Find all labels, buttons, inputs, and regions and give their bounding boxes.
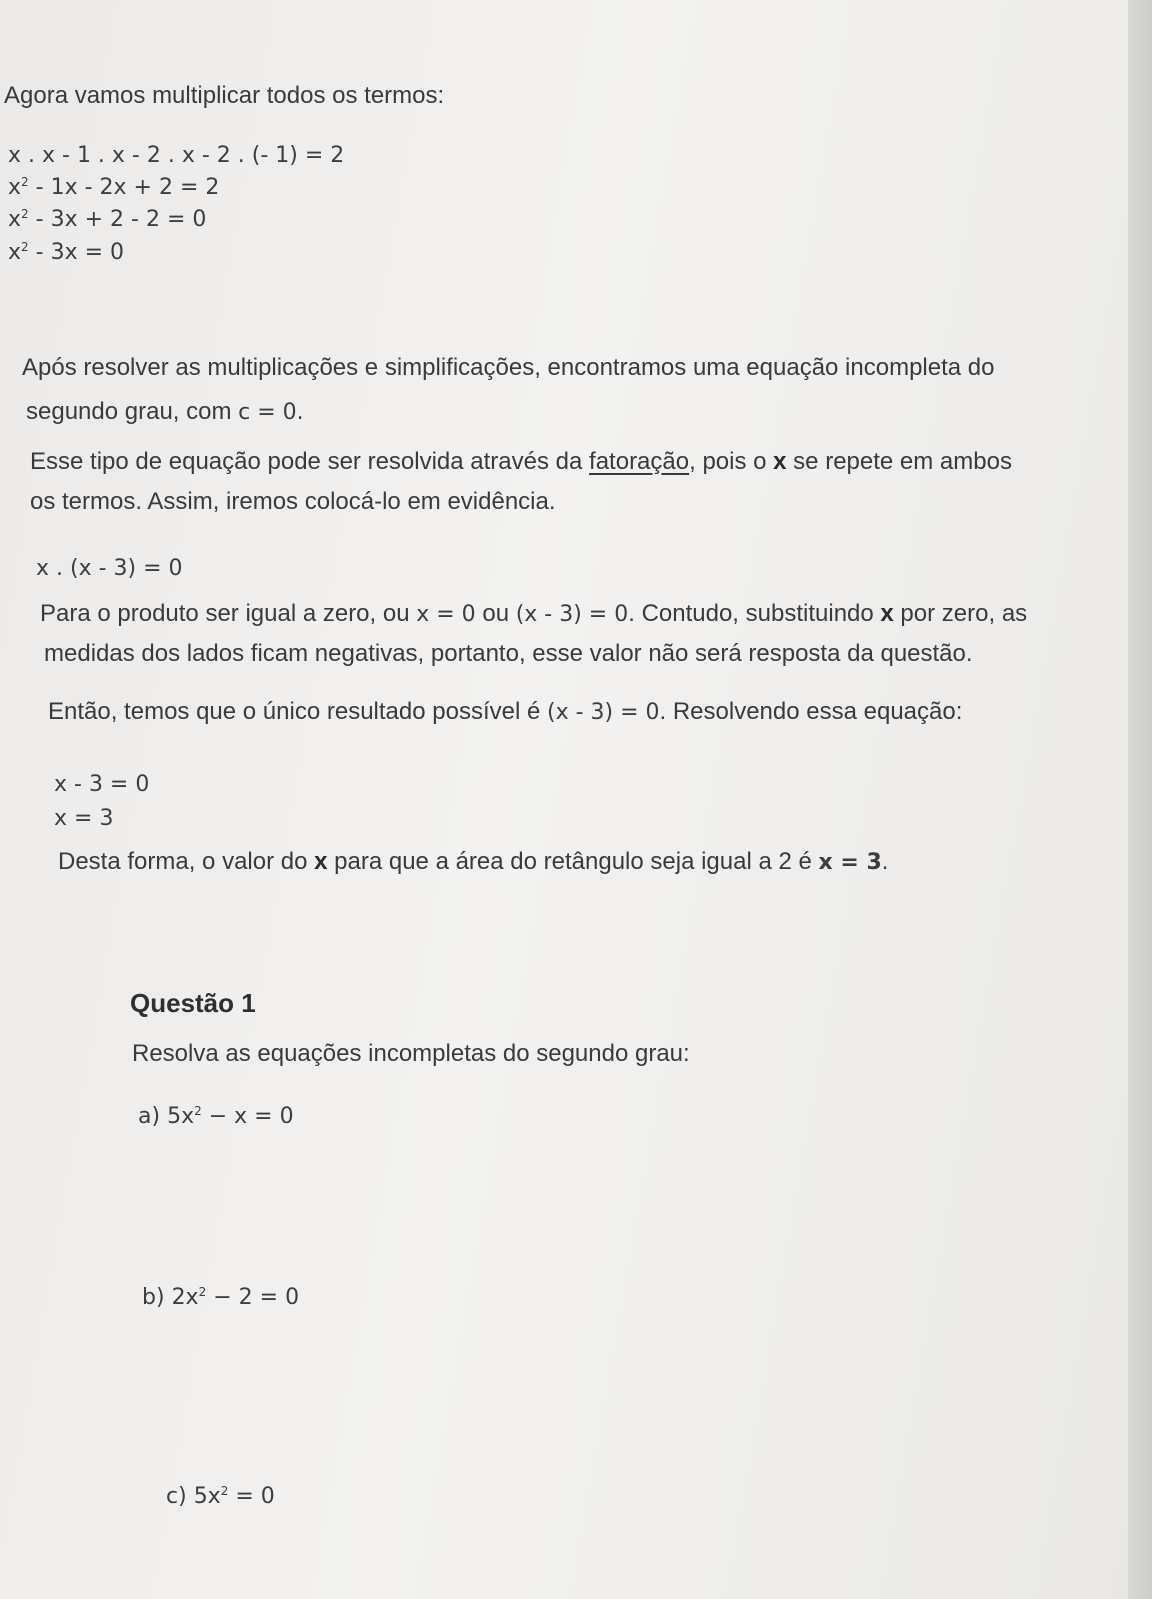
step-2: $x^2 - 1x - 2x + 2 = 2$ xyxy=(8,175,220,200)
paper-edge xyxy=(1128,0,1152,1599)
question-title: Questão 1 xyxy=(130,988,256,1018)
solve-line-1: x - 3 = 0 xyxy=(54,772,150,797)
step-1: x . x - 1 . x - 2 . x - 2 . (- 1) = 2 xyxy=(8,143,345,168)
question-item-a: a) $5x^2 - x = 0$ xyxy=(138,1104,294,1129)
paragraph-3-line-1: Para o produto ser igual a zero, ou x = 0 ou (x - 3) = 0. Contudo, substituindo x por zero, as xyxy=(40,600,1028,627)
paragraph-1-line-2: segundo grau, com c = 0. xyxy=(26,398,304,425)
solve-line-2: x = 3 xyxy=(54,806,114,831)
question-prompt: Resolva as equações incompletas do segundo grau: xyxy=(132,1040,690,1067)
paragraph-2-line-2: os termos. Assim, iremos colocá-lo em evidência. xyxy=(30,488,556,515)
paragraph-3-line-2: medidas dos lados ficam negativas, portanto, esse valor não será resposta da questão. xyxy=(44,640,973,667)
step-3: $x^2 - 3x + 2 - 2 = 0$ xyxy=(8,207,207,232)
paragraph-2-line-1: Esse tipo de equação pode ser resolvida através da fatoração, pois o x se repete em ambos xyxy=(30,448,1012,475)
paragraph-4: Então, temos que o único resultado possível é (x - 3) = 0. Resolvendo essa equação: xyxy=(48,698,963,725)
question-item-c: c) $5x^2 = 0$ xyxy=(166,1484,275,1509)
fatoracao-link[interactable]: fatoração xyxy=(589,448,690,475)
step-4: $x^2 - 3x = 0$ xyxy=(8,240,125,265)
intro-text: Agora vamos multiplicar todos os termos: xyxy=(4,82,445,109)
conclusion: Desta forma, o valor do x para que a área do retângulo seja igual a 2 é x = 3. xyxy=(58,848,889,875)
question-item-b: b) $2x^2 - 2 = 0$ xyxy=(142,1285,300,1310)
paragraph-1-line-1: Após resolver as multiplicações e simplificações, encontramos uma equação incompleta do xyxy=(22,354,995,381)
factored-equation: x . (x - 3) = 0 xyxy=(36,556,183,581)
